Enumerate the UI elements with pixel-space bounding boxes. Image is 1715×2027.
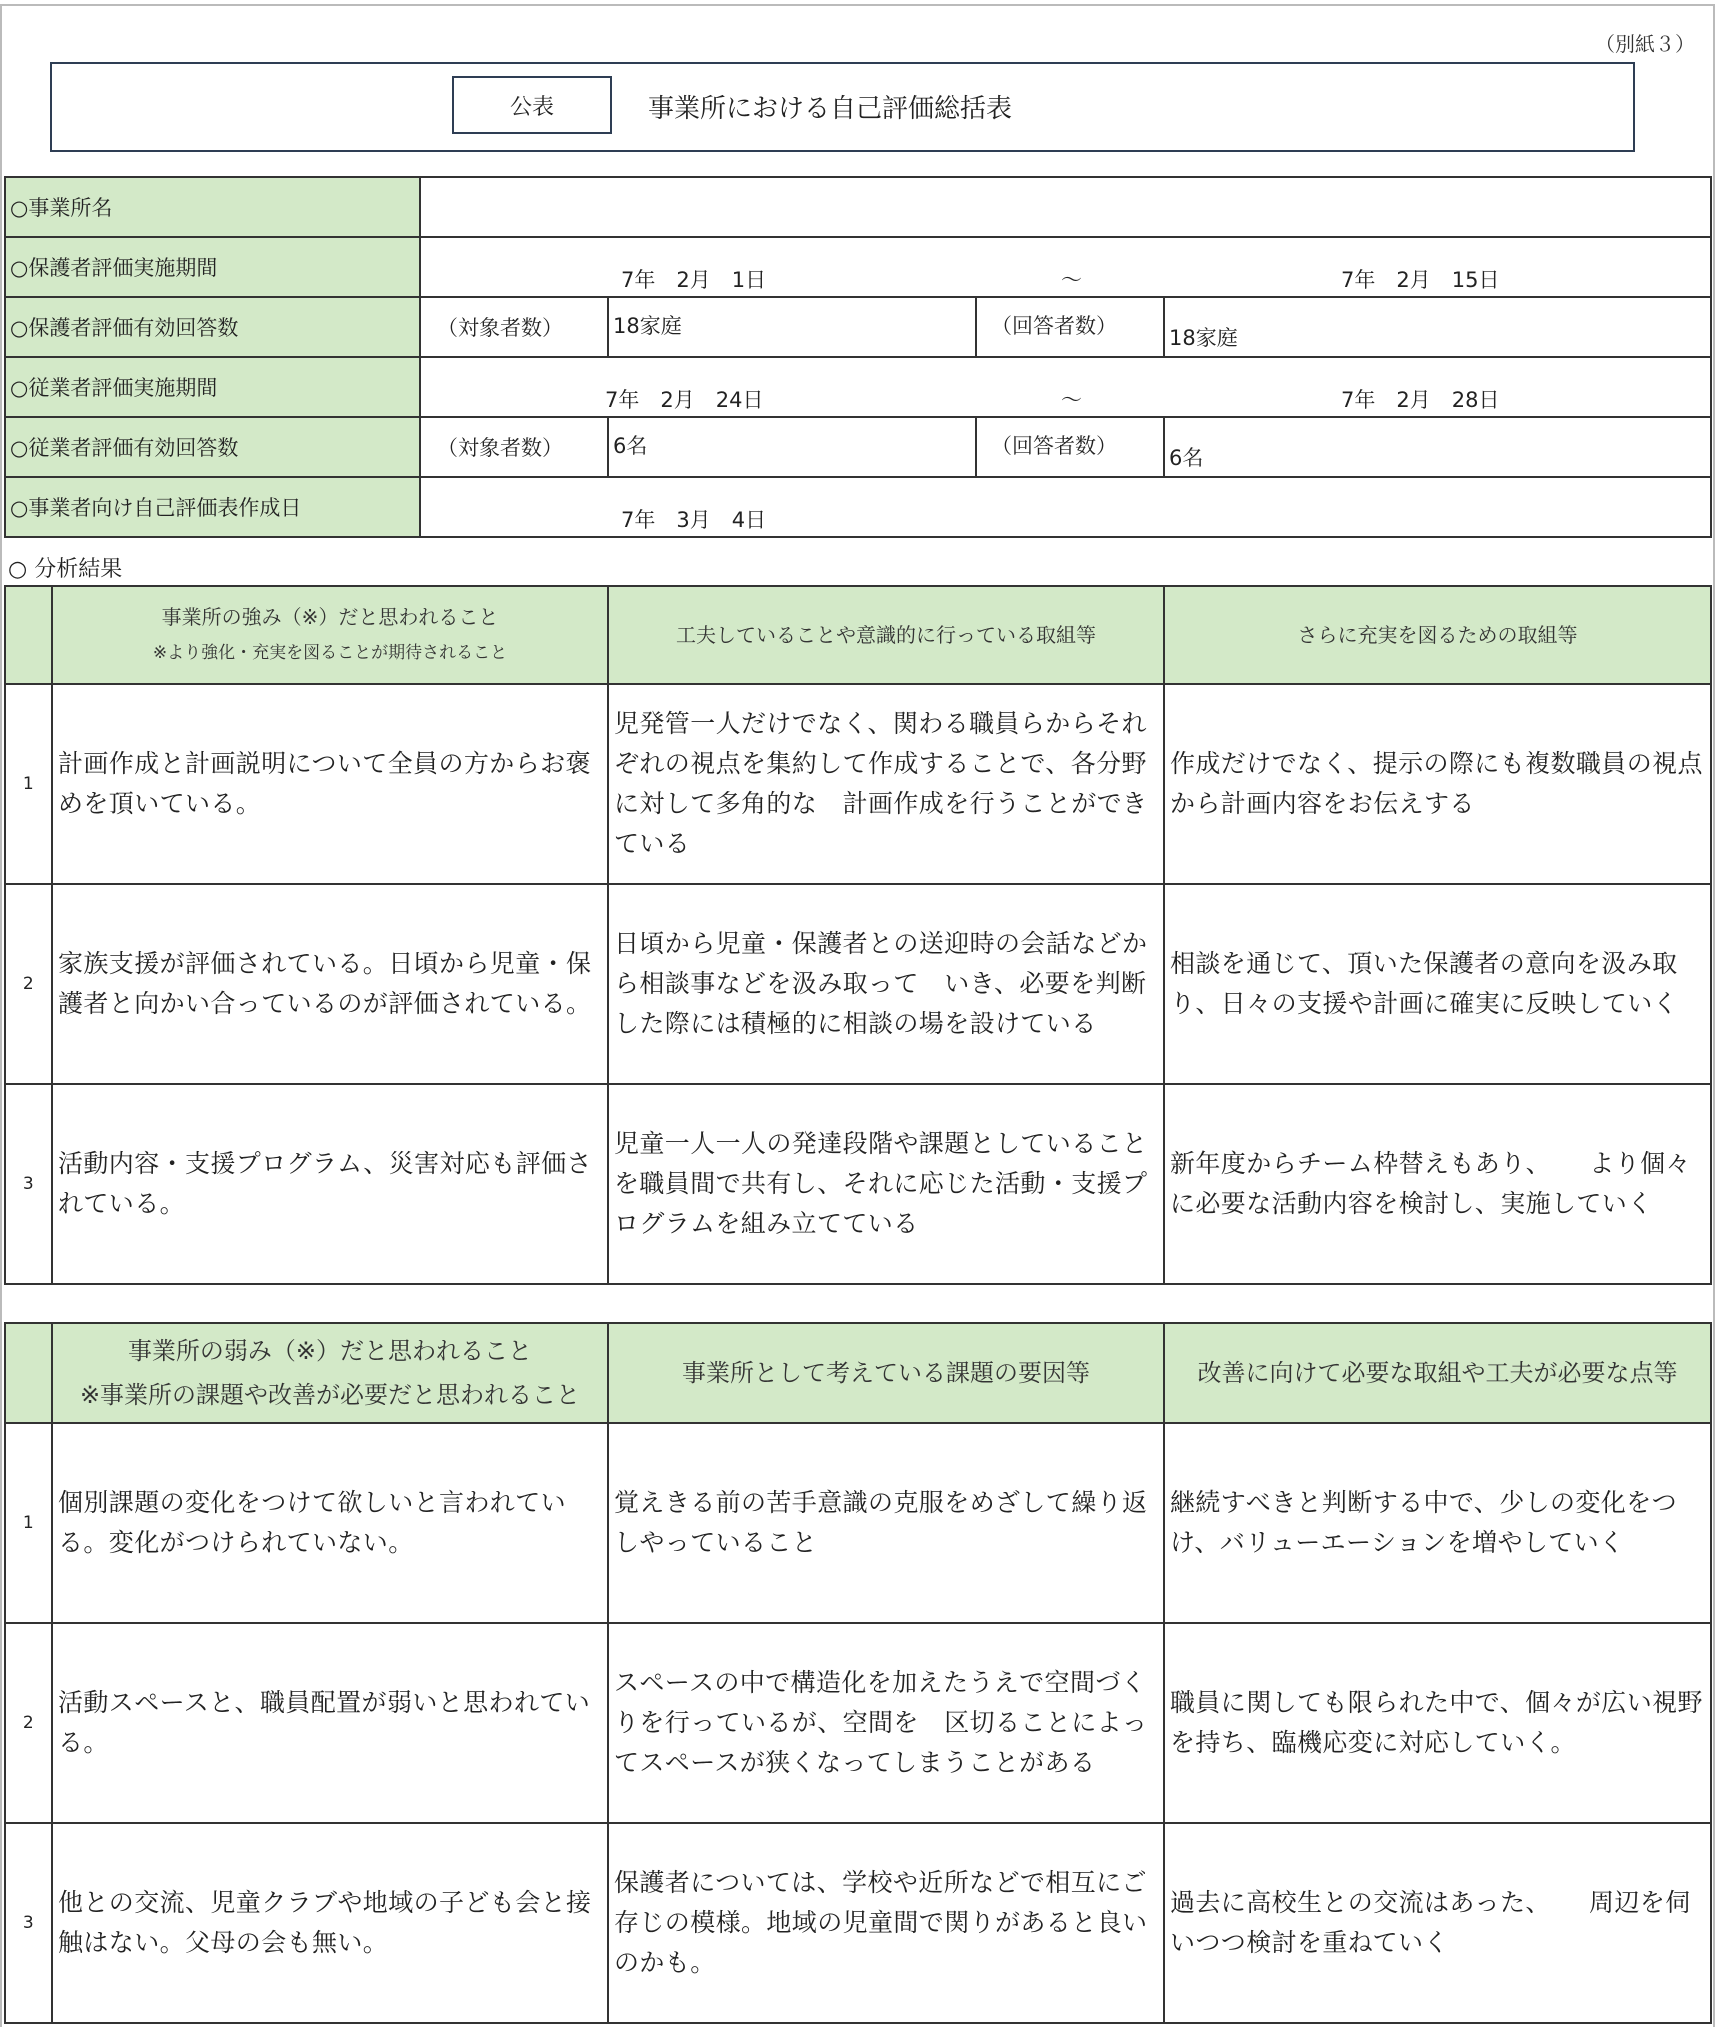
guardian-period-start: 7年 2月 1日 (621, 268, 767, 292)
tilde: ～ (1061, 268, 1082, 292)
table-row (5, 1823, 1711, 2023)
header-num (5, 1323, 52, 1423)
effort-text: 児童一人一人の発達段階や課題としていることを職員間で共有し、それに応じた活動・支援プログラムを組み立てている (608, 1084, 1164, 1284)
staff-period-value (420, 357, 1711, 417)
row-number: 2 (5, 1623, 52, 1823)
row-number: 1 (5, 1423, 52, 1623)
cause-text: 覚えきる前の苦手意識の克服をめざして繰り返しやっていること (608, 1423, 1164, 1623)
header-improvements: 改善に向けて必要な取組や工夫が必要な点等 (1164, 1323, 1711, 1423)
further-text: 作成だけでなく、提示の際にも複数職員の視点から計画内容をお伝えする (1164, 684, 1711, 884)
header-strengths-title: 事業所の強み（※）だと思われること (161, 605, 499, 629)
weaknesses-table (4, 1322, 1712, 2024)
weakness-text: 個別課題の変化をつけて欲しいと言われている。変化がつけられていない。 (52, 1423, 608, 1623)
staff-responses-label: ○従業者評価有効回答数 (5, 417, 420, 477)
table-row (5, 1623, 1711, 1823)
strengths-table (4, 585, 1712, 1285)
annex-label: （別紙３） (1595, 32, 1695, 56)
cause-text: スペースの中で構造化を加えたうえで空間づくりを行っているが、空間を 区切ることによってスペースが狭くなってしまうことがある (608, 1623, 1164, 1823)
header-strengths (52, 586, 608, 684)
header-efforts: 工夫していることや意識的に行っている取組等 (608, 586, 1164, 684)
staff-respondents-value: 6名 (1164, 417, 1711, 477)
row-number: 2 (5, 884, 52, 1084)
created-date: 7年 3月 4日 (621, 508, 767, 532)
further-text: 相談を通じて、頂いた保護者の意向を汲み取り、日々の支援や計画に確実に反映していく (1164, 884, 1711, 1084)
info-row-guardian-responses (5, 297, 1711, 357)
document-title: 事業所における自己評価総括表 (648, 94, 1013, 124)
staff-target-value: 6名 (608, 417, 976, 477)
header-weaknesses-title: 事業所の弱み（※）だと思われること (127, 1337, 533, 1365)
row-number: 3 (5, 1084, 52, 1284)
weaknesses-header (5, 1323, 1711, 1423)
strength-text: 家族支援が評価されている。日頃から児童・保護者と向かい合っているのが評価されている。 (52, 884, 608, 1084)
table-row (5, 1084, 1711, 1284)
strength-text: 計画作成と計画説明について全員の方からお褒めを頂いている。 (52, 684, 608, 884)
header-weaknesses-note: ※事業所の課題や改善が必要だと思われること (79, 1381, 581, 1409)
improvement-text: 職員に関しても限られた中で、個々が広い視野を持ち、臨機応変に対応していく。 (1164, 1623, 1711, 1823)
strength-text: 活動内容・支援プログラム、災害対応も評価されている。 (52, 1084, 608, 1284)
created-date-value (420, 477, 1711, 537)
tilde: ～ (1061, 388, 1082, 412)
info-row-facility (5, 177, 1711, 237)
staff-period-start: 7年 2月 24日 (605, 388, 764, 412)
table-row (5, 1423, 1711, 1623)
info-row-staff-period (5, 357, 1711, 417)
info-row-guardian-period (5, 237, 1711, 297)
weakness-text: 他との交流、児童クラブや地域の子ども会と接触はない。父母の会も無い。 (52, 1823, 608, 2023)
staff-period-label: ○従業者評価実施期間 (5, 357, 420, 417)
target-label: （対象者数） (420, 297, 608, 357)
cause-text: 保護者については、学校や近所などで相互にご存じの模様。地域の児童間で関りがあると良いのかも。 (608, 1823, 1164, 2023)
guardian-period-label: ○保護者評価実施期間 (5, 237, 420, 297)
guardian-respondents-value: 18家庭 (1164, 297, 1711, 357)
facility-name-value (420, 177, 1711, 237)
strengths-header (5, 586, 1711, 684)
guardian-period-value (420, 237, 1711, 297)
effort-text: 日頃から児童・保護者との送迎時の会話などから相談事などを汲み取って いき、必要を判断した際には積極的に相談の場を設けている (608, 884, 1164, 1084)
improvement-text: 継続すべきと判断する中で、少しの変化をつけ、バリューエーションを増やしていく (1164, 1423, 1711, 1623)
public-badge: 公表 (452, 76, 612, 134)
effort-text: 児発管一人だけでなく、関わる職員らからそれぞれの視点を集約して作成することで、各分野に対して多角的な 計画作成を行うことができている (608, 684, 1164, 884)
facility-name-label: ○事業所名 (5, 177, 420, 237)
staff-period-end: 7年 2月 28日 (1341, 388, 1500, 412)
guardian-responses-label: ○保護者評価有効回答数 (5, 297, 420, 357)
header-weaknesses (52, 1323, 608, 1423)
info-row-created (5, 477, 1711, 537)
improvement-text: 過去に高校生との交流はあった、 周辺を伺いつつ検討を重ねていく (1164, 1823, 1711, 2023)
guardian-target-value: 18家庭 (608, 297, 976, 357)
row-number: 3 (5, 1823, 52, 2023)
row-number: 1 (5, 684, 52, 884)
further-text: 新年度からチーム枠替えもあり、 より個々に必要な活動内容を検討し、実施していく (1164, 1084, 1711, 1284)
guardian-period-end: 7年 2月 15日 (1341, 268, 1500, 292)
table-row (5, 684, 1711, 884)
header-strengths-note: ※より強化・充実を図ることが期待されること (152, 643, 508, 663)
weakness-text: 活動スペースと、職員配置が弱いと思われている。 (52, 1623, 608, 1823)
respondents-label: （回答者数） (976, 417, 1164, 477)
header-causes: 事業所として考えている課題の要因等 (608, 1323, 1164, 1423)
target-label: （対象者数） (420, 417, 608, 477)
analysis-heading: ○ 分析結果 (8, 557, 123, 582)
header-further: さらに充実を図るための取組等 (1164, 586, 1711, 684)
created-date-label: ○事業者向け自己評価表作成日 (5, 477, 420, 537)
info-table (4, 176, 1712, 538)
info-row-staff-responses (5, 417, 1711, 477)
table-row (5, 884, 1711, 1084)
header-num (5, 586, 52, 684)
respondents-label: （回答者数） (976, 297, 1164, 357)
